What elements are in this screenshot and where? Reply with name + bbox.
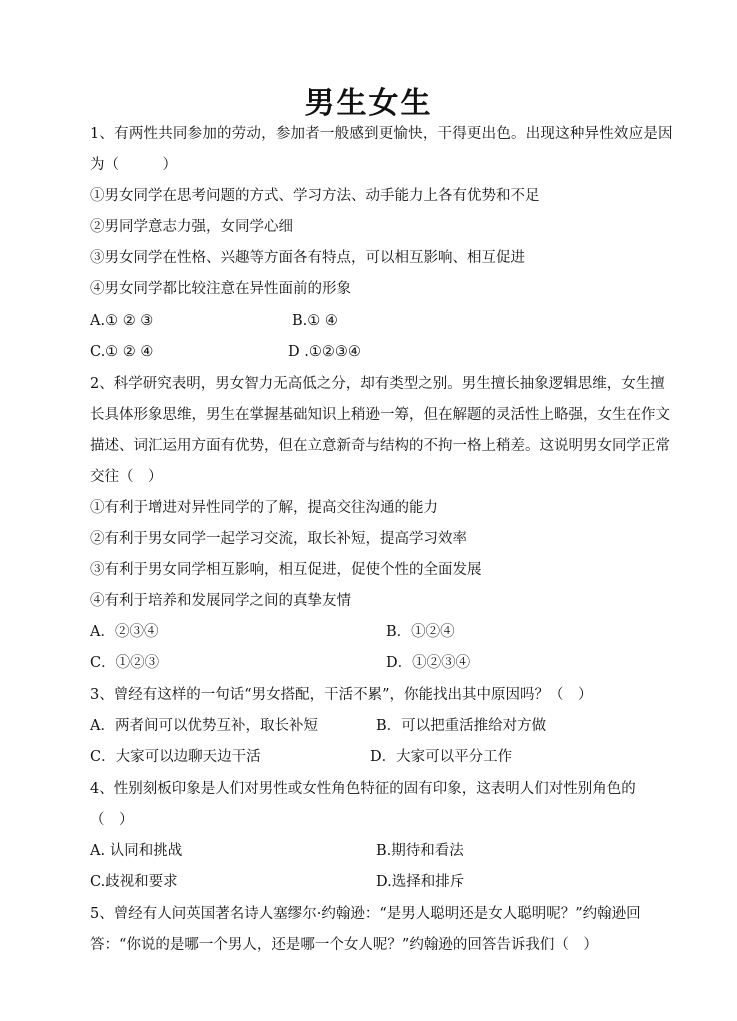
q3-option-b: B．可以把重活推给对方做 (376, 718, 547, 734)
q2-stem-line1: 2、科学研究表明，男女智力无高低之分，却有类型之别。男生擅长抽象逻辑思维，女生擅 (90, 376, 665, 392)
q2-option-d: D．①②③④ (386, 655, 471, 671)
q2-item-4: ④有利于培养和发展同学之间的真挚友情 (90, 593, 351, 609)
q2-item-1: ①有利于增进对异性同学的了解，提高交往沟通的能力 (90, 500, 438, 516)
q2-option-b: B．①②④ (386, 624, 455, 640)
q4-stem-line2: （ ） (90, 812, 134, 828)
q5-stem-line1: 5、曾经有人问英国著名诗人塞缪尔·约翰逊：“是男人聪明还是女人聪明呢？”约翰逊回 (90, 906, 641, 922)
q5-stem-line2: 答：“你说的是哪一个男人，还是哪一个女人呢？”约翰逊的回答告诉我们（ ） (90, 937, 598, 953)
q4-stem-line1: 4、性别刻板印象是人们对男性或女性角色特征的固有印象，这表明人们对性别角色的 (90, 781, 636, 797)
page-title: 男生女生 (304, 86, 433, 121)
q4-option-c: C.歧视和要求 (90, 874, 178, 890)
q1-option-a: A.① ② ③ (90, 313, 154, 329)
q1-item-3: ③男女同学在性格、兴趣等方面各有特点，可以相互影响、相互促进 (90, 250, 525, 266)
q2-stem-line3: 描述、词汇运用方面有优势，但在立意新奇与结构的不拘一格上稍差。这说明男女同学正常 (90, 438, 670, 454)
q4-option-a: A. 认同和挑战 (90, 843, 183, 859)
q2-option-a: A．②③④ (90, 624, 159, 640)
q1-item-2: ②男同学意志力强，女同学心细 (90, 219, 293, 235)
q1-item-4: ④男女同学都比较注意在异性面前的形象 (90, 281, 351, 297)
q4-option-b: B.期待和看法 (376, 843, 464, 859)
q2-stem-line2: 长具体形象思维，男生在掌握基础知识上稍逊一筹，但在解题的灵活性上略强，女生在作文 (90, 407, 670, 423)
q2-item-2: ②有利于男女同学一起学习交流，取长补短，提高学习效率 (90, 531, 467, 547)
q1-option-b: B.① ④ (292, 313, 338, 329)
q2-stem-line4: 交往（ ） (90, 469, 163, 485)
q3-option-d: D．大家可以平分工作 (370, 749, 513, 765)
q1-stem-line1: 1、有两性共同参加的劳动，参加者一般感到更愉快，干得更出色。出现这种异性效应是因 (90, 126, 673, 142)
q1-stem-line2: 为（ ） (90, 157, 177, 173)
q3-option-a: A．两者间可以优势互补，取长补短 (90, 718, 318, 734)
q2-option-c: C．①②③ (90, 655, 160, 671)
q1-option-c: C.① ② ④ (90, 344, 154, 360)
q2-item-3: ③有利于男女同学相互影响，相互促进，促使个性的全面发展 (90, 562, 482, 578)
q3-stem: 3、曾经有这样的一句话“男女搭配，干活不累”，你能找出其中原因吗？（ ） (90, 687, 593, 703)
q1-item-1: ①男女同学在思考问题的方式、学习方法、动手能力上各有优势和不足 (90, 188, 540, 204)
q4-option-d: D.选择和排斥 (376, 874, 465, 890)
q3-option-c: C．大家可以边聊天边干活 (90, 749, 261, 765)
q1-option-d: D .①②③④ (288, 344, 361, 360)
